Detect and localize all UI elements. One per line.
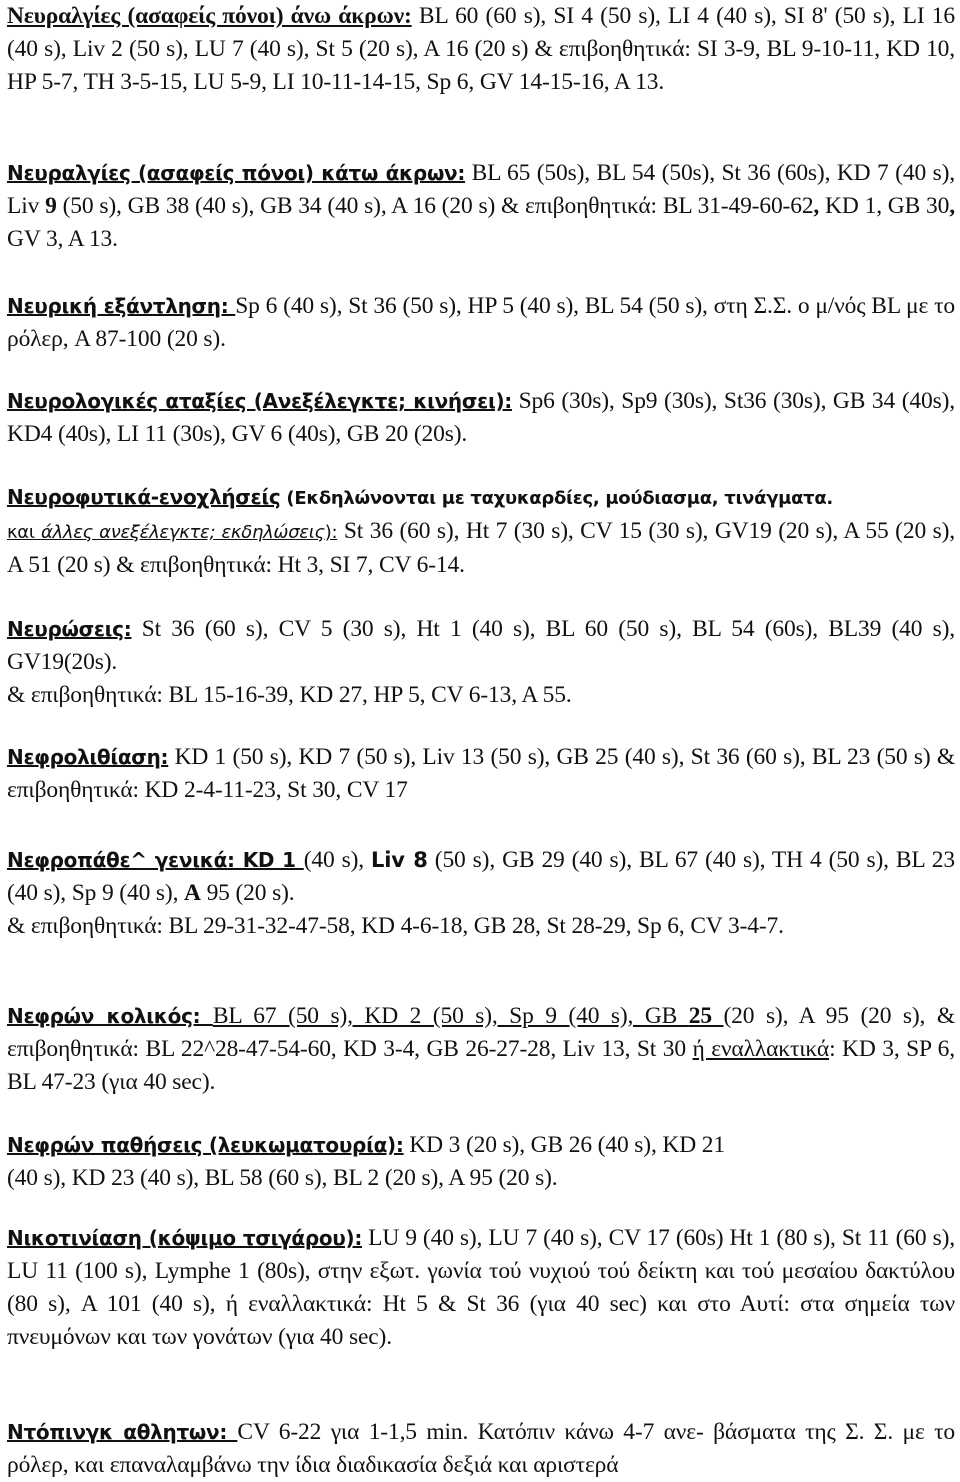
- entry-heading: Νικοτινίαση (κόψιμο τσιγάρου):: [7, 1226, 363, 1250]
- entry-lower-limb-neuralgia: [7, 157, 955, 256]
- entry-text-bold: A: [184, 880, 201, 906]
- entry-text-secondary: & επιβοηθητικά: BL 29-31-32-47-58, KD 4-6-18, GB 28, St 28-29, Sp 6, CV 3-4-7.: [7, 913, 784, 939]
- entry-text-bold: 9: [45, 193, 57, 219]
- entry-autonomic-disorders: [7, 481, 955, 582]
- entry-text-bold: Liv 8: [371, 848, 428, 872]
- entry-heading: Νεφρών παθήσεις (λευκωματουρία):: [7, 1133, 404, 1157]
- entry-subheading: (Εκδηλώνονται με ταχυκαρδίες, μούδιασμα, τινάγματα.: [280, 488, 833, 509]
- entry-text-bold: ,: [949, 193, 955, 219]
- entry-text-underlined: ή εναλλακτικά: [692, 1036, 830, 1062]
- entry-heading: Νευρολογικές αταξίες (Ανεξέλεγκτε; κινήσει):: [7, 389, 513, 413]
- entry-text: KD 3 (20 s), GB 26 (40 s), KD 21: [403, 1132, 725, 1158]
- entry-heading: Νεφρολιθίαση:: [7, 745, 169, 769]
- entry-text-secondary: & επιβοηθητικά: BL 15-16-39, KD 27, HP 5, CV 6-13, A 55.: [7, 682, 572, 708]
- entry-upper-limb-neuralgia: [7, 0, 955, 99]
- entry-text: Sp 6 (40 s), St 36 (50 s), HP 5 (40 s), BL 54 (50 s), στη Σ.Σ. ο μ/νός BL με το ρόλερ, A 87-100 (20 s).: [7, 293, 955, 352]
- entry-neurological-ataxia: [7, 385, 955, 451]
- entry-heading: Νευραλγίες (ασαφείς πόνοι) κάτω άκρων:: [7, 161, 466, 185]
- entry-text: : KD 3, SP 6, BL 47-23 (για 40 sec).: [7, 1036, 955, 1095]
- entry-heading: Ντόπινγκ αθλητων:: [7, 1420, 238, 1444]
- entry-heading: Νευραλγίες (ασαφείς πόνοι) άνω άκρων:: [7, 3, 412, 29]
- entry-heading: Νευρική εξάντληση:: [7, 294, 236, 318]
- entry-text: (50 s), GB 29 (40 s), BL 67 (40 s), TH 4 (50 s), BL 23 (40 s), Sp 9 (40 s),: [7, 847, 955, 906]
- entry-text-bold: 25: [688, 1003, 724, 1029]
- entry-neuroses: [7, 613, 955, 712]
- entry-text: CV 6-22 για 1-1,5 min. Κατόπιν κάνω 4-7 ανε- βάσματα της Σ. Σ. με το ρόλερ, και επαναλαμβάνω την ίδια διαδικασία δεξιά και αριστερά: [7, 1419, 956, 1478]
- entry-text: BL 60 (60 s), SI 4 (50 s), LI 4 (40 s), SI 8' (50 s), LI 16 (40 s), Liv 2 (50 s), LU 7 (40 s), St 5 (20 s), A 16 (20 s) & επιβοηθητικά: SI 3-9, BL 9-10-11, KD 10, HP 5-7, TH 3-5-15, LU 5-9, LI 10-11-14-15, Sp 6, GV 14-15-16, A 13.: [7, 3, 955, 95]
- entry-subheading-line: και άλλες ανεξέλεγκτε; εκδηλώσεις):: [7, 522, 338, 543]
- entry-text: St 36 (60 s), Ht 7 (30 s), CV 15 (30 s), GV19 (20 s), A 55 (20 s), A 51 (20 s) & επιβοηθητικά: Ht 3, SI 7, CV 6-14.: [7, 518, 956, 578]
- entry-text: St 36 (60 s), CV 5 (30 s), Ht 1 (40 s), BL 60 (50 s), BL 54 (60s), BL39 (40 s), GV19(20s).: [7, 616, 955, 675]
- entry-text-bold: ,: [813, 193, 820, 219]
- entry-text: LU 9 (40 s), LU 7 (40 s), CV 17 (60s) Ht 1 (80 s), St 11 (60 s), LU 11 (100 s), Lymphe 1 (80s), στην εξωτ. γωνία τού νυχιού τού δείκτη και τού μεσαίου δακτύλου (80 s), A 101 (40 s), ή εναλλακτικά: Ht 5 & St 36 (για 40 sec) και στο Αυτί: στα σημεία των πνευμόνων και των γονάτων (για 40 sec).: [7, 1225, 955, 1350]
- entry-text: (40 s),: [303, 847, 372, 873]
- entry-text: BL 67 (50 s), KD 2 (50 s), Sp 9 (40 s), GB: [212, 1003, 689, 1029]
- entry-nephropathy-general: [7, 844, 955, 943]
- entry-text: KD 1 (50 s), KD 7 (50 s), Liv 13 (50 s), GB 25 (40 s), St 36 (60 s), BL 23 (50 s) & επιβοηθητικά: KD 2-4-11-23, St 30, CV 17: [7, 744, 955, 803]
- entry-heading: Νεφροπάθε^ γενικά: KD 1: [7, 848, 304, 872]
- entry-nicotine-addiction: [7, 1222, 955, 1354]
- entry-text: Sp6 (30s), Sp9 (30s), St36 (30s), GB 34 (40s), KD4 (40s), LI 11 (30s), GV 6 (40s), GB 20 (20s).: [7, 388, 955, 447]
- entry-renal-colic: [7, 1000, 955, 1099]
- entry-text: (20 s), A 95 (20 s), & επιβοηθητικά: BL 22^28-47-54-60, KD 3-4, GB 26-27-28, Liv 13, St 30: [7, 1003, 955, 1062]
- entry-athlete-doping: [7, 1416, 955, 1482]
- entry-nephrolithiasis: [7, 741, 955, 807]
- entry-kidney-disease-albuminuria: [7, 1129, 955, 1195]
- entry-text: KD 1, GB 30: [819, 193, 950, 219]
- entry-text: (50 s), GB 38 (40 s), GB 34 (40 s), A 16 (20 s) & επιβοηθητικά: BL 31-49-60-62: [56, 193, 814, 219]
- entry-heading: Νευροφυτικά-ενοχλήσείς: [7, 485, 281, 509]
- entry-text: BL 65 (50s), BL 54 (50s), St 36 (60s), KD 7 (40 s), Liv: [7, 160, 955, 219]
- entry-heading: Νεφρών κολικός:: [7, 1004, 213, 1028]
- entry-text: GV 3, A 13.: [7, 226, 118, 252]
- entry-heading: Νευρώσεις:: [7, 617, 132, 641]
- entry-text-secondary: (40 s), KD 23 (40 s), BL 58 (60 s), BL 2 (20 s), A 95 (20 s).: [7, 1165, 558, 1191]
- entry-nervous-exhaustion: [7, 290, 955, 356]
- entry-text: 95 (20 s).: [200, 880, 295, 906]
